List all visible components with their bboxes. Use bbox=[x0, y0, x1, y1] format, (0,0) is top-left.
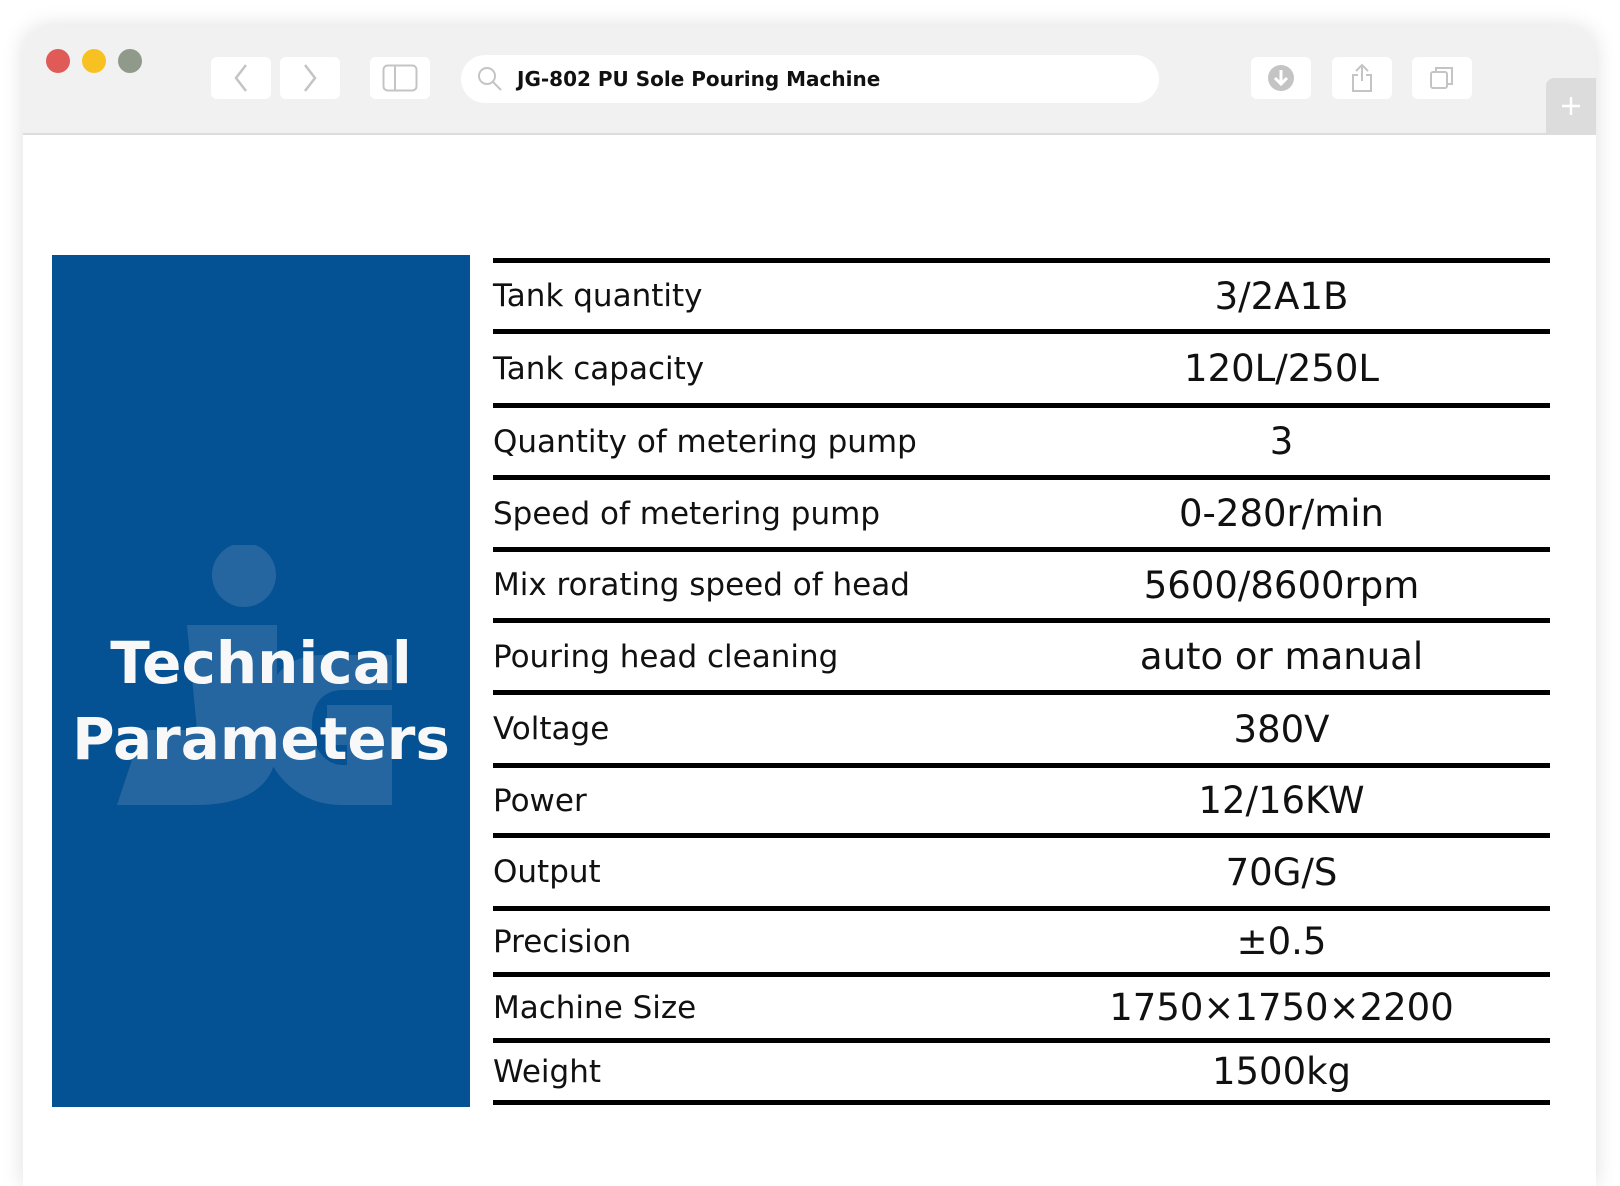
table-row bbox=[493, 258, 1550, 329]
param-label: Quantity of metering pump bbox=[493, 423, 917, 460]
table-row bbox=[493, 618, 1550, 690]
share-icon bbox=[1350, 63, 1374, 93]
tabs-button[interactable] bbox=[1412, 57, 1472, 99]
param-value: 70G/S bbox=[1225, 850, 1338, 894]
tabs-overview-icon bbox=[1429, 65, 1455, 91]
param-value: ±0.5 bbox=[1236, 920, 1327, 963]
param-label: Tank quantity bbox=[493, 278, 703, 314]
section-title-line1: Technical bbox=[110, 629, 412, 697]
parameters-table bbox=[493, 258, 1550, 1105]
param-label: Pouring head cleaning bbox=[493, 638, 839, 675]
param-value: 1750×1750×2200 bbox=[1109, 986, 1454, 1029]
address-bar[interactable] bbox=[461, 55, 1159, 103]
table-row bbox=[493, 972, 1550, 1038]
new-tab-button[interactable] bbox=[1546, 78, 1596, 133]
plus-icon bbox=[1560, 95, 1582, 117]
table-row bbox=[493, 475, 1550, 547]
search-icon bbox=[477, 66, 503, 92]
download-icon bbox=[1267, 64, 1295, 92]
param-label: Machine Size bbox=[493, 989, 697, 1026]
param-label: Precision bbox=[493, 923, 632, 960]
param-label: Mix rorating speed of head bbox=[493, 567, 910, 603]
table-row bbox=[493, 690, 1550, 763]
minimize-window-button[interactable] bbox=[82, 49, 106, 73]
table-row bbox=[493, 906, 1550, 972]
zoom-window-button[interactable] bbox=[118, 49, 142, 73]
table-row bbox=[493, 547, 1550, 618]
close-window-button[interactable] bbox=[46, 49, 70, 73]
share-button[interactable] bbox=[1332, 57, 1392, 99]
param-value: 3/2A1B bbox=[1214, 274, 1349, 318]
param-value: 120L/250L bbox=[1184, 347, 1379, 390]
table-row bbox=[493, 833, 1550, 906]
table-row bbox=[493, 1038, 1550, 1105]
param-value: 0-280r/min bbox=[1179, 492, 1384, 535]
chevron-left-icon bbox=[231, 62, 251, 94]
param-label: Voltage bbox=[493, 711, 610, 747]
section-title-line2: Parameters bbox=[72, 705, 450, 773]
param-value: 3 bbox=[1269, 420, 1294, 463]
back-button[interactable] bbox=[211, 57, 271, 99]
page-title: JG-802 PU Sole Pouring Machine bbox=[517, 67, 881, 91]
table-row bbox=[493, 763, 1550, 833]
technical-parameters-banner bbox=[52, 255, 470, 1107]
param-value: 5600/8600rpm bbox=[1143, 563, 1420, 607]
param-value: 1500kg bbox=[1211, 1050, 1352, 1093]
sidebar-toggle-button[interactable] bbox=[370, 57, 430, 99]
param-label: Power bbox=[493, 782, 587, 819]
sidebar-icon bbox=[382, 64, 418, 92]
param-label: Speed of metering pump bbox=[493, 495, 881, 532]
param-value: 12/16KW bbox=[1198, 779, 1365, 822]
section-title bbox=[52, 625, 470, 777]
param-value: 380V bbox=[1233, 707, 1330, 751]
browser-toolbar bbox=[23, 26, 1596, 135]
chevron-right-icon bbox=[300, 62, 320, 94]
param-label: Output bbox=[493, 854, 601, 890]
table-row bbox=[493, 329, 1550, 403]
table-row bbox=[493, 403, 1550, 475]
param-label: Tank capacity bbox=[493, 350, 705, 387]
param-label: Weight bbox=[493, 1053, 602, 1090]
download-button[interactable] bbox=[1251, 57, 1311, 99]
forward-button[interactable] bbox=[280, 57, 340, 99]
param-value: auto or manual bbox=[1139, 635, 1424, 678]
